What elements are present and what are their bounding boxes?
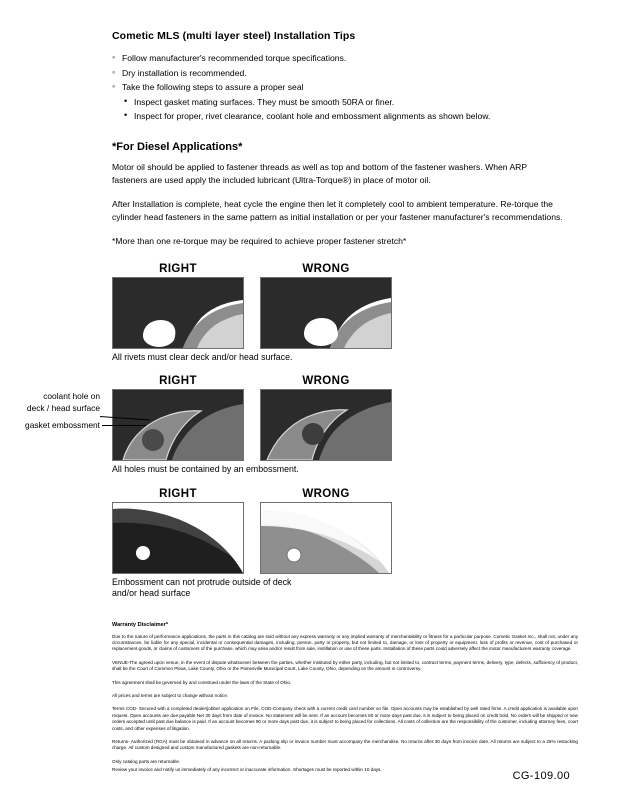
warranty-paragraph: Only catalog parts are returnable.	[112, 758, 181, 764]
paragraph-heat-cycle: After Installation is complete, heat cycle the engine then let it completely cool to ambient temperature. Re-torque the cylinder head fasteners in the same pattern as initial installation or per your fastener manufacturer's recommendations.	[112, 198, 563, 223]
warranty-paragraph: Terms COD- Secured with a completed dealer/jobber application on File, COD-Company check with a current credit card number on file. Open accounts may be established by well rated firms. A credit application is available upon request. Open accounts are due payable Net 30 days from date of invoice. No statement will be sent. If an account becomes 60 or more days past due, it is subject to being placed on credit hold. No orders will be shipped or new orders accepted until past due balance is paid. If an account becomes 90 or more days past due, it is subject to being placed for collections. All costs of collection are the responsibility of the customer, including attorney fees, court costs, and other expenses of litigation.	[112, 706, 578, 731]
figure-group-rivet-clearance	[112, 263, 582, 364]
rivet-wrong-illustration	[261, 278, 391, 348]
figure-label-right: RIGHT	[159, 487, 197, 500]
figure-group-protrusion	[112, 488, 582, 600]
warranty-heading: Warranty Disclaimer*	[112, 621, 169, 628]
figure-label-wrong: WRONG	[302, 487, 350, 500]
paragraph-retorque-note: *More than one re-torque may be required to achieve proper fastener stretch*	[112, 236, 407, 247]
figure-group-embossment	[25, 375, 582, 476]
warranty-paragraph: This agreement shall be governed by and construed under the laws of the State of Ohio.	[112, 679, 292, 685]
annotation-coolant-hole-line2: deck / head surface	[26, 402, 100, 413]
protrusion-right-illustration	[113, 503, 243, 573]
annotation-gasket-embossment	[0, 420, 100, 432]
figure-panel-rivet-wrong	[260, 277, 392, 349]
warranty-paragraph: Review your invoice and notify us immediately of any incorrect or inaccurate information. Shortages must be reported within 10 days.	[112, 767, 382, 773]
warranty-paragraph: All prices and terms are subject to change without notice.	[112, 692, 229, 698]
annotation-coolant-hole-line1: coolant hole on	[43, 391, 100, 402]
rivet-right-illustration	[113, 278, 243, 348]
figure-panel-embossment-wrong	[260, 389, 392, 461]
paragraph-motor-oil: Motor oil should be applied to fastener threads as well as top and bottom of the fastener washers. When ARP fasteners are used apply the included lubricant (Ultra-Torque®) in place of motor oil.	[112, 161, 527, 185]
list-item: • Inspect for proper, rivet clearance, coolant hole and embossment alignments as shown below.	[112, 109, 582, 124]
figure-caption-embossment: All holes must be contained by an embossment.	[112, 464, 299, 475]
figure-panel-rivet-right	[112, 277, 244, 349]
list-item: • Inspect gasket mating surfaces. They must be smooth 50RA or finer.	[112, 95, 582, 110]
annotation-gasket-embossment-text: gasket embossment	[25, 420, 100, 431]
warranty-paragraph: Due to the nature of performance applications, the parts in this catalog are sold without any express warranty or any implied warranty of merchantability or fitness for a particular purpose. Cometic Gasket Inc., shall not, under any circumstances, be liable for any special, incidental or consequential damages, including, person, party or property, but not limited to, damage, or loss of property or equipment, loss of profits or revenue, cost of purchased or replacement goods, or claims of customers of the purchase, which may arise and/or result from sale, instillation or use of these parts. Installation of these parts could adversely affect the motor manufacturers warranty coverage.	[112, 633, 578, 652]
annotation-coolant-hole	[0, 391, 100, 414]
figure-caption-rivet: All rivets must clear deck and/or head surface.	[112, 351, 293, 362]
list-item: ◦ Take the following steps to assure a proper seal	[112, 80, 582, 95]
figure-label-wrong: WRONG	[302, 262, 350, 275]
figure-label-right: RIGHT	[159, 375, 197, 388]
figure-panel-protrusion-right	[112, 502, 244, 574]
figure-caption-protrusion	[112, 577, 582, 600]
figure-label-wrong: WRONG	[302, 375, 350, 388]
document-number: CG-109.00	[512, 770, 570, 782]
embossment-wrong-illustration	[261, 390, 391, 460]
figure-caption-protrusion-line1: Embossment can not protrude outside of deck	[112, 576, 292, 587]
figure-caption-protrusion-line2: and/or head surface	[112, 588, 191, 599]
installation-tips-list	[112, 51, 582, 124]
protrusion-wrong-illustration	[261, 503, 391, 573]
warranty-paragraph: VENUE-The agreed upon venue, in the event of dispute whatsoever between the parties, whether instituted by either party, including, but not limited to, contract terms, payment terms, delivery, type, defects, sufficiency of product, shall be the Court of Common Pleas, Lake County, Ohio or the Painesville Municipal Court, Lake County, Ohio, depending on the amount in controversy.	[112, 659, 578, 672]
page-title: Cometic MLS (multi layer steel) Installation Tips	[112, 30, 356, 42]
figure-label-right: RIGHT	[159, 262, 197, 275]
warranty-disclaimer-section	[112, 622, 578, 774]
section-heading-diesel: *For Diesel Applications*	[112, 140, 243, 153]
list-item: ◦ Dry installation is recommended.	[112, 66, 582, 81]
figure-panel-protrusion-wrong	[260, 502, 392, 574]
list-item: ◦ Follow manufacturer's recommended torque specifications.	[112, 51, 582, 66]
leader-line-gasket-embossment	[102, 425, 146, 426]
warranty-paragraph: Returns- Authorized (RGA) must be obtained in advance on all returns. A packing slip or invoice number must accompany the merchandise. No returns after 30 days from invoice date. All returns are subject to a 25% restocking charge. All custom designed and custom manufactured gaskets are non-returnable.	[112, 738, 578, 751]
